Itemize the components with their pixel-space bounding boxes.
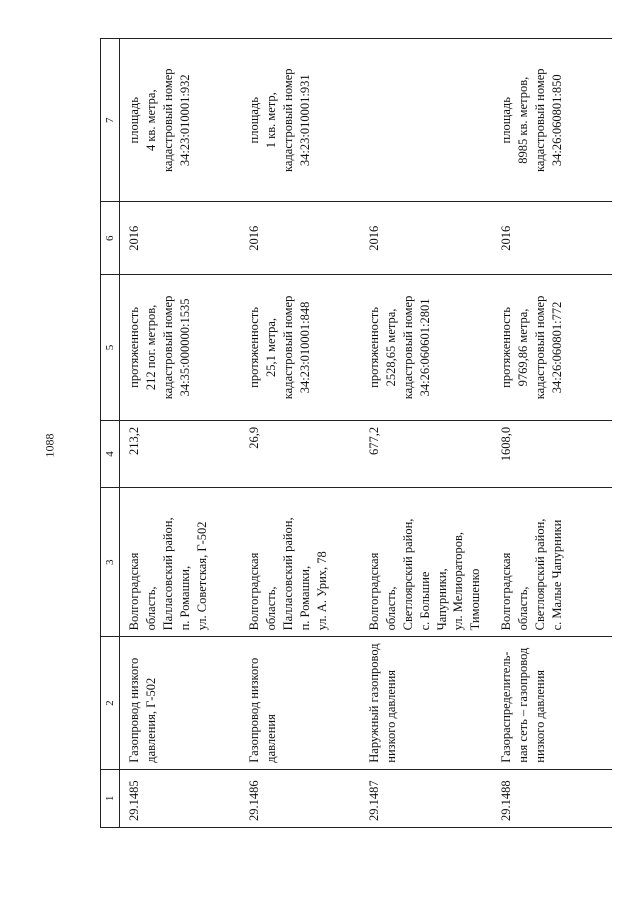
- header-col-3: 3: [101, 488, 120, 637]
- address-line: область,: [263, 586, 278, 631]
- header-col-2: 2: [101, 637, 120, 769]
- header-col-7: 7: [101, 39, 120, 202]
- value-cell: 1608,0: [492, 420, 612, 487]
- length-line: 212 пог. метров,: [143, 304, 158, 391]
- length-line: 34:26:060601:2801: [417, 298, 432, 397]
- address-cell: [360, 488, 492, 637]
- property-table: [100, 38, 612, 828]
- length-line: 34:35:000000:1535: [177, 298, 192, 397]
- address-cell: [120, 488, 241, 637]
- year-cell: 2016: [240, 202, 360, 275]
- object-name-cell: [360, 637, 492, 769]
- address-line: ул. А. Урих, 78: [314, 551, 329, 631]
- length-line: 25,1 метра,: [263, 317, 278, 377]
- object-name-line: низкого давления: [383, 669, 398, 763]
- address-line: п. Ромашки,: [177, 565, 192, 631]
- object-name-line: давления, Г-502: [143, 677, 158, 763]
- row-number-cell: 29.1488: [492, 769, 612, 827]
- table-row: [240, 39, 360, 828]
- address-line: Волгоградская: [499, 552, 514, 631]
- length-cell: [360, 275, 492, 421]
- address-line: Светлоярский район,: [532, 518, 547, 631]
- header-col-1: 1: [101, 769, 120, 827]
- header-col-5: 5: [101, 275, 120, 421]
- area-line: 34:23:010001:932: [177, 74, 192, 167]
- area-cell: [240, 39, 360, 202]
- area-cell: [492, 39, 612, 202]
- length-line: 34:26:060801:772: [549, 301, 564, 394]
- address-cell: [240, 488, 360, 637]
- area-line: 4 кв. метра,: [143, 89, 158, 152]
- object-name-cell: [492, 637, 612, 769]
- address-line: Светлоярский район,: [400, 518, 415, 631]
- length-line: 34:23:010001:848: [297, 301, 312, 394]
- object-name-line: Газопровод низкого: [127, 657, 141, 763]
- year-cell: 2016: [120, 202, 241, 275]
- address-line: область,: [383, 586, 398, 631]
- address-line: с. Большие: [417, 571, 432, 631]
- year-cell: 2016: [492, 202, 612, 275]
- row-number-cell: 29.1487: [360, 769, 492, 827]
- object-name-line: Газопровод низкого: [247, 657, 261, 763]
- length-line: протяженность: [367, 307, 381, 388]
- address-line: Палласовский район,: [280, 517, 295, 631]
- length-cell: [240, 275, 360, 421]
- area-cell: [120, 39, 241, 202]
- header-col-4: 4: [101, 420, 120, 487]
- area-line: кадастровый номер: [160, 68, 175, 172]
- object-name-line: Наружный газопровод: [367, 643, 381, 763]
- length-line: кадастровый номер: [280, 295, 295, 400]
- length-line: протяженность: [499, 307, 514, 388]
- address-line: область,: [143, 586, 158, 631]
- rotated-table-container: [100, 38, 564, 828]
- area-line: площадь: [499, 97, 514, 144]
- length-line: кадастровый номер: [400, 295, 415, 400]
- page-number: 1088: [42, 433, 57, 458]
- header-row: [101, 39, 120, 828]
- table-body: [120, 39, 613, 828]
- area-cell: [360, 39, 492, 202]
- address-line: с. Малые Чапурники: [549, 519, 564, 631]
- address-line: Палласовский район,: [160, 517, 175, 631]
- year-cell: 2016: [360, 202, 492, 275]
- length-line: 9769,86 метра,: [516, 308, 530, 387]
- length-line: 2528,65 метра,: [383, 308, 398, 387]
- table-row: [120, 39, 241, 828]
- address-line: ул. Мелиораторов,: [451, 531, 466, 631]
- area-line: кадастровый номер: [280, 68, 295, 172]
- length-line: протяженность: [247, 307, 261, 388]
- address-line: Тимошенко: [468, 568, 483, 631]
- address-line: ул. Советская, Г-502: [194, 521, 209, 631]
- header-col-6: 6: [101, 202, 120, 275]
- address-line: Чапурники,: [434, 568, 449, 631]
- row-number-cell: 29.1485: [120, 769, 241, 827]
- row-number-cell: 29.1486: [240, 769, 360, 827]
- object-name-line: ная сеть – газопровод: [516, 647, 530, 763]
- length-cell: [120, 275, 241, 421]
- address-line: п. Ромашки,: [297, 565, 312, 631]
- address-cell: [492, 488, 612, 637]
- table-row: [360, 39, 492, 828]
- value-cell: 213,2: [120, 420, 241, 487]
- object-name-cell: [120, 637, 241, 769]
- area-line: 34:26:060801:850: [549, 74, 564, 167]
- area-line: 34:23:010001:931: [297, 74, 312, 167]
- area-line: 1 кв. метр,: [263, 92, 278, 149]
- length-line: протяженность: [127, 307, 141, 388]
- address-line: Волгоградская: [127, 552, 141, 631]
- object-name-line: низкого давления: [532, 669, 547, 763]
- object-name-line: Газораспределитель-: [499, 651, 514, 763]
- table-row: [492, 39, 612, 828]
- object-name-cell: [240, 637, 360, 769]
- object-name-line: давления: [263, 714, 278, 763]
- value-cell: 677,2: [360, 420, 492, 487]
- length-line: кадастровый номер: [160, 295, 175, 400]
- area-line: площадь: [127, 97, 141, 144]
- area-line: площадь: [247, 97, 261, 144]
- area-line: 8985 кв. метров,: [516, 76, 530, 164]
- value-cell: 26,9: [240, 420, 360, 487]
- address-line: область,: [516, 586, 530, 631]
- address-line: Волгоградская: [247, 552, 261, 631]
- length-line: кадастровый номер: [532, 295, 547, 400]
- address-line: Волгоградская: [367, 552, 381, 631]
- length-cell: [492, 275, 612, 421]
- area-line: кадастровый номер: [532, 68, 547, 172]
